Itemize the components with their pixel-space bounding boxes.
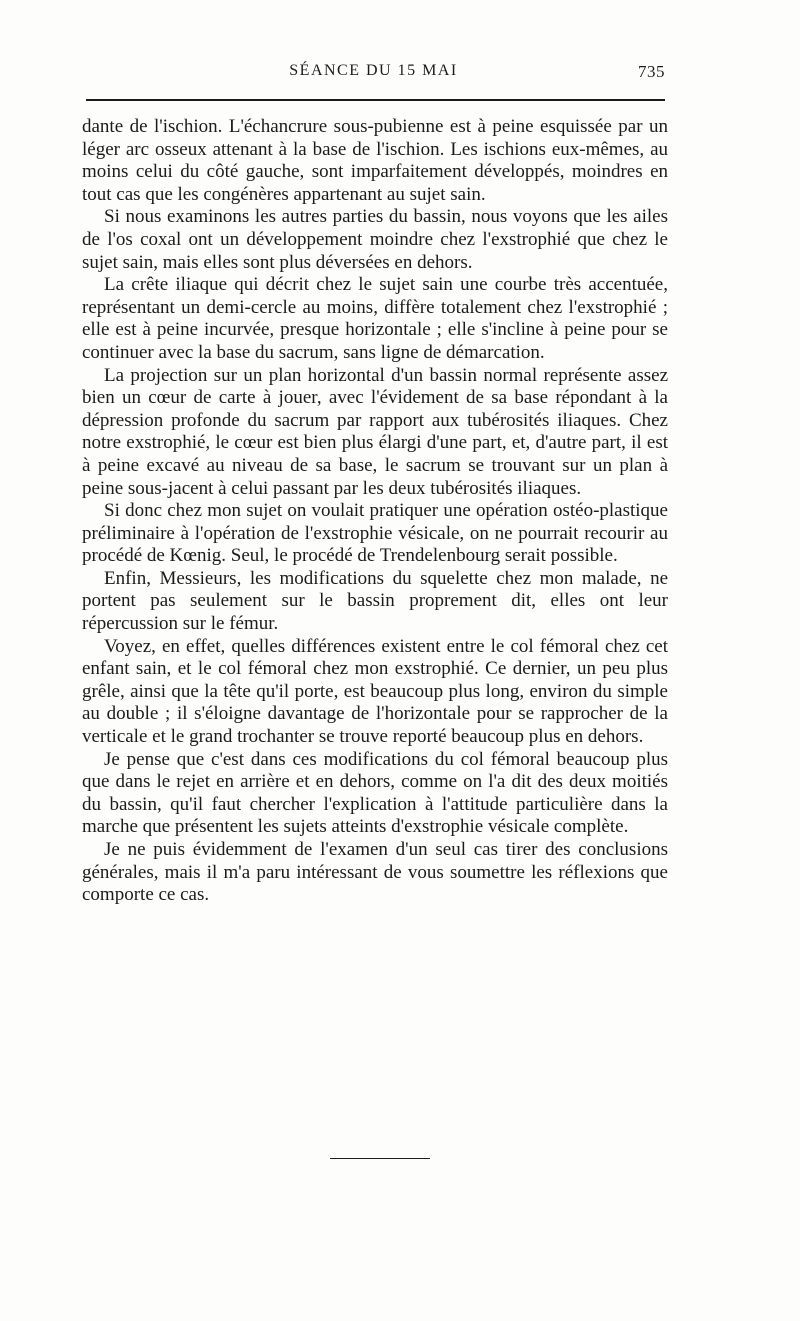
paragraph: Je pense que c'est dans ces modifications du col fémoral beaucoup plus que dans le rejet en arrière et en dehors, comme on l'a dit des deux moitiés du bassin, qu'il faut chercher l'explication à l'attitude particulière dans la marche que présentent les sujets atteints d'exstrophie vésicale complète. [82, 748, 668, 838]
paragraph: La projection sur un plan horizontal d'un bassin normal représente assez bien un cœur de carte à jouer, avec l'évidement de sa base répondant à la dépression profonde du sacrum par rapport aux tubérosités iliaques. Chez notre exstrophié, le cœur est bien plus élargi d'une part, et, d'autre part, il est à peine excavé au niveau de sa base, le sacrum se trouvant sur un plan à peine sous-jacent à celui passant par les deux tubérosités iliaques. [82, 364, 668, 499]
paragraph: Si nous examinons les autres parties du bassin, nous voyons que les ailes de l'os coxal ont un développement moindre chez l'exstrophié que chez le sujet sain, mais elles sont plus déversées en dehors. [82, 206, 668, 273]
paragraph: Voyez, en effet, quelles différences existent entre le col fémoral chez cet enfant sain, et le col fémoral chez mon exstrophié. Ce dernier, un peu plus grêle, ainsi que la tête qu'il porte, est beaucoup plus long, environ du simple au double ; il s'éloigne davantage de l'horizontale pour se rapprocher de la verticale et le grand trochanter se trouve reporté beaucoup plus en dehors. [82, 635, 668, 748]
paragraph: Enfin, Messieurs, les modifications du squelette chez mon malade, ne portent pas seulement sur le bassin proprement dit, elles ont leur répercussion sur le fémur. [82, 567, 668, 635]
header-rule [86, 99, 665, 101]
paragraph: dante de l'ischion. L'échancrure sous-pubienne est à peine esquissée par un léger arc osseux attenant à la base de l'ischion. Les ischions eux-mêmes, au moins celui du côté gauche, sont imparfaitement développés, moindres en tout cas que les congénères appartenant au sujet sain. [82, 116, 668, 205]
page-number: 735 [638, 62, 665, 81]
paragraph: La crête iliaque qui décrit chez le sujet sain une courbe très accentuée, représentant un demi-cercle au moins, diffère totalement chez l'exstrophié ; elle est à peine incurvée, presque horizontale ; elle s'incline à peine pour se continuer avec la base du sacrum, sans ligne de démarcation. [82, 274, 668, 363]
end-rule [330, 1158, 430, 1159]
running-head [82, 60, 665, 86]
body-text [82, 116, 668, 907]
paragraph: Je ne puis évidemment de l'examen d'un seul cas tirer des conclusions générales, mais il m'a paru intéressant de vous soumettre les réflexions que comporte ce cas. [82, 839, 668, 906]
running-title: SÉANCE DU 15 MAI [289, 62, 458, 79]
paragraph: Si donc chez mon sujet on voulait pratiquer une opération ostéo-plastique préliminaire à l'opération de l'exstrophie vésicale, on ne pourrait recourir au procédé de Kœnig. Seul, le procédé de Trendelenbourg serait possible. [82, 500, 668, 567]
